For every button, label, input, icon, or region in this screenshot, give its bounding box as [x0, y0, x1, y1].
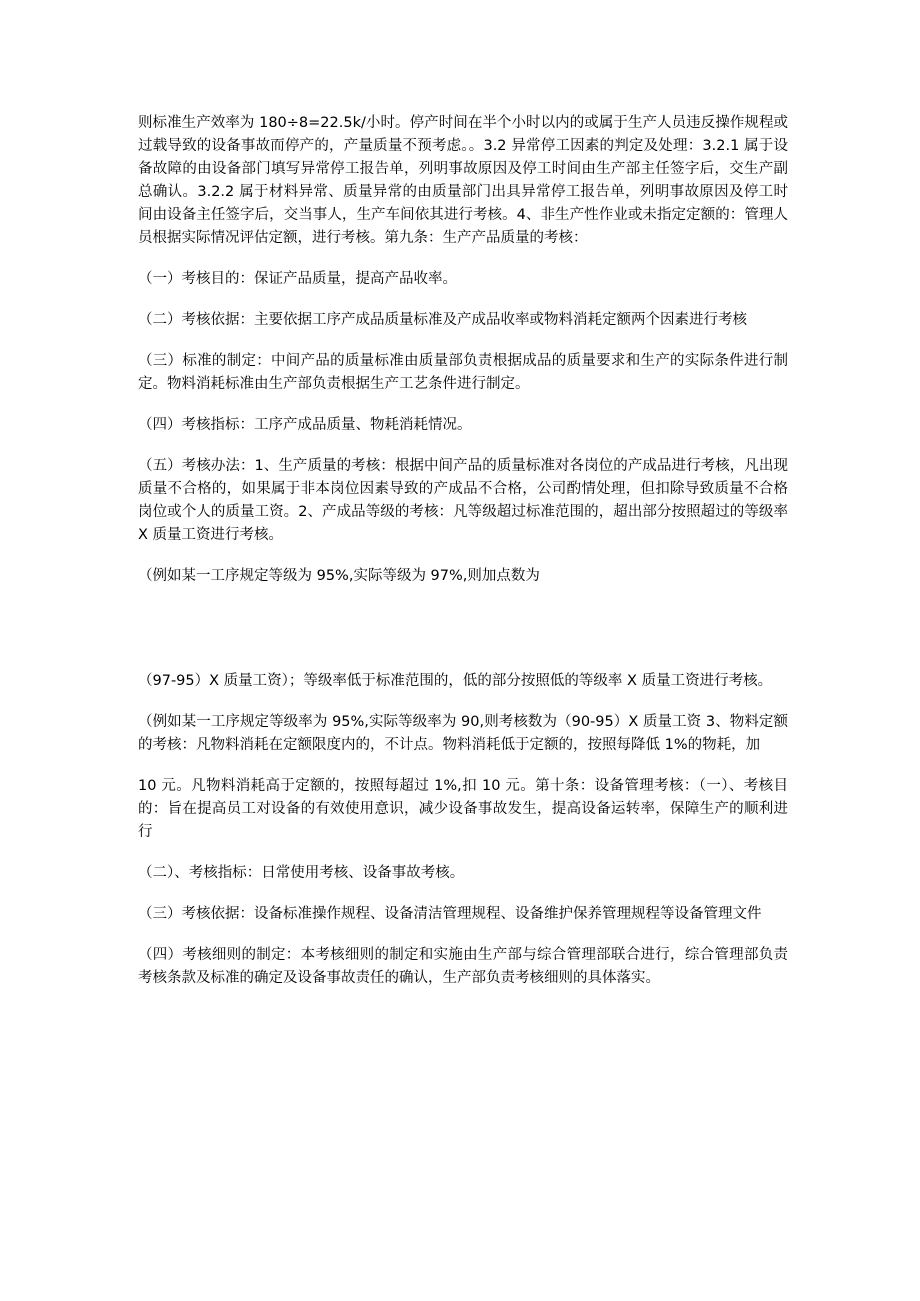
paragraph-grade-example: （例如某一工序规定等级为 95%,实际等级为 97%,则加点数为 [138, 568, 540, 584]
paragraph-efficiency-and-stoppage: 则标准生产效率为 180÷8=22.5k/小时。停产时间在半个小时以内的或属于生产人员违反操作规程或过载导致的设备事故而停产的，产量质量不预考虑。。3.2 异常停工因素的判定及处理：3.2.1 属于设备故障的由设备部门填写异常停工报告单，列明事故原因及停工时间由生产部主任签字后，交生产副总确认。3.2.2 属于材料异常、质量异常的由质量部门出具异常停工报告单，列明事故原因及停工时间由设备主任签字后，交当事人，生产车间依其进行考核。4、非生产性作业或未指定定额的：管理人员根据实际情况评估定额，进行考核。第九条：生产产品质量的考核： [138, 115, 788, 246]
paragraph-grade-rate-example: （例如某一工序规定等级率为 95%,实际等级率为 90,则考核数为（90-95）X 质量工资 3、物料定额的考核：凡物料消耗在定额限度内的，不计点。物料消耗低于定额的，按照每降低 1%的物耗，加 [138, 714, 788, 753]
paragraph-equipment-indicators: （二）、考核指标：日常使用考核、设备事故考核。 [138, 865, 465, 881]
paragraph-assessment-indicators: （四）考核指标：工序产成品质量、物耗消耗情况。 [138, 417, 472, 433]
paragraph-grade-continuation: （97-95）X 质量工资）；等级率低于标准范围的，低的部分按照低的等级率 X 质量工资进行考核。 [138, 673, 773, 689]
paragraph-detailed-rules: （四）考核细则的制定：本考核细则的制定和实施由生产部与综合管理部联合进行，综合管理部负责考核条款及标准的确定及设备事故责任的确认，生产部负责考核细则的具体落实。 [138, 947, 788, 986]
paragraph-assessment-basis: （二）考核依据：主要依据工序产成品质量标准及产成品收率或物料消耗定额两个因素进行考核 [138, 312, 747, 328]
paragraph-assessment-purpose: （一）考核目的：保证产品质量，提高产品收率。 [138, 271, 457, 287]
paragraph-equipment-management: 10 元。凡物料消耗高于定额的，按照每超过 1%,扣 10 元。第十条：设备管理考核：（一）、考核目的：旨在提高员工对设备的有效使用意识，减少设备事故发生，提高设备运转率，保障生产的顺利进行 [138, 778, 788, 840]
paragraph-standard-setting: （三）标准的制定：中间产品的质量标准由质量部负责根据成品的质量要求和生产的实际条件进行制定。物料消耗标准由生产部负责根据生产工艺条件进行制定。 [138, 353, 788, 392]
paragraph-equipment-basis: （三）考核依据：设备标准操作规程、设备清洁管理规程、设备维护保养管理规程等设备管理文件 [138, 906, 762, 922]
paragraph-assessment-methods: （五）考核办法：1、生产质量的考核：根据中间产品的质量标准对各岗位的产成品进行考核，凡出现质量不合格的，如果属于非本岗位因素导致的产成品不合格，公司酌情处理，但扣除导致质量不合格岗位或个人的质量工资。2、产成品等级的考核：凡等级超过标准范围的，超出部分按照超过的等级率 X 质量工资进行考核。 [138, 458, 788, 543]
document-page [138, 112, 788, 990]
